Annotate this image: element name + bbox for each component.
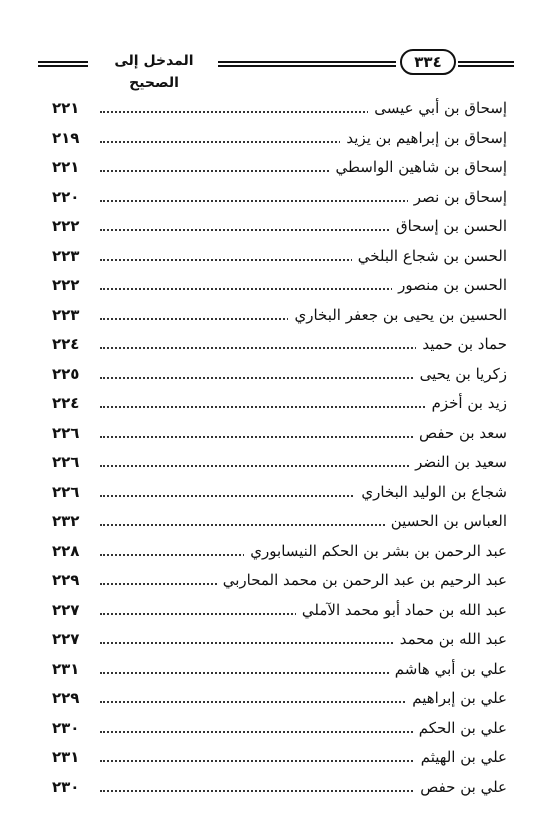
index-entry (0, 507, 547, 537)
index-entry (0, 566, 547, 596)
index-entry (0, 242, 547, 272)
entry-page-number: ٢٢٤ (52, 394, 80, 412)
entry-name: عبد الله بن حماد أبو محمد الآملي (296, 598, 507, 622)
entry-name: الحسن بن شجاع البلخي (352, 244, 507, 268)
entry-name: سعيد بن النضر (409, 450, 507, 474)
index-entry (0, 183, 547, 213)
index-entries (0, 94, 547, 802)
entry-page-number: ٢٢٤ (52, 335, 80, 353)
entry-name: حماد بن حميد (416, 332, 507, 356)
entry-name: سعد بن حفص (413, 421, 507, 445)
running-title: المدخل إلى الصحيح (114, 53, 194, 91)
entry-name: إسحاق بن شاهين الواسطي (329, 155, 507, 179)
entry-page-number: ٢٢٢ (52, 217, 80, 235)
index-entry (0, 330, 547, 360)
index-entry (0, 655, 547, 685)
index-entry (0, 714, 547, 744)
index-entry (0, 448, 547, 478)
index-entry (0, 271, 547, 301)
entry-page-number: ٢٢٦ (52, 423, 80, 442)
entry-name: علي بن الهيثم (415, 745, 507, 769)
entry-page-number: ٢٣٠ (52, 718, 80, 737)
header-rule-right (458, 61, 514, 67)
header-rule-left (38, 61, 88, 67)
entry-page-number: ٢٢١ (52, 158, 80, 176)
index-entry (0, 625, 547, 655)
page-number: ٣٣٤ (400, 49, 456, 75)
entry-page-number: ٢٢١ (52, 99, 80, 117)
entry-name: عبد الرحيم بن عبد الرحمن بن محمد المحاربي (217, 568, 507, 592)
header-rule-middle (218, 61, 396, 67)
entry-page-number: ٢١٩ (52, 128, 80, 147)
index-entry (0, 389, 547, 419)
index-entry (0, 684, 547, 714)
entry-page-number: ٢٢٧ (52, 600, 80, 619)
index-entry (0, 153, 547, 183)
entry-name: عبد الله بن محمد (394, 627, 507, 651)
entry-name: العباس بن الحسين (385, 509, 507, 533)
entry-name: إسحاق بن نصر (408, 185, 507, 209)
entry-page-number: ٢٢٦ (52, 482, 80, 501)
entry-name: علي بن حفص (414, 775, 507, 799)
entry-name: إسحاق بن أبي عيسى (368, 96, 507, 120)
entry-name: علي بن أبي هاشم (389, 657, 507, 681)
entry-page-number: ٢٢٣ (52, 246, 80, 265)
entry-name: زكريا بن يحيى (414, 362, 507, 386)
entry-page-number: ٢٣٠ (52, 777, 80, 796)
entry-page-number: ٢٢٢ (52, 276, 80, 294)
running-header (0, 0, 547, 91)
entry-name: علي بن إبراهيم (406, 686, 507, 710)
index-entry (0, 212, 547, 242)
entry-page-number: ٢٣١ (52, 659, 80, 678)
entry-page-number: ٢٢٩ (52, 571, 80, 589)
entry-name: الحسين بن يحيى بن جعفر البخاري (288, 303, 507, 327)
index-entry (0, 596, 547, 626)
entry-name: إسحاق بن إبراهيم بن يزيد (340, 126, 507, 150)
entry-page-number: ٢٢٧ (52, 630, 80, 648)
index-entry (0, 478, 547, 508)
entry-page-number: ٢٣٢ (52, 512, 80, 530)
entry-page-number: ٢٢٣ (52, 305, 80, 324)
index-entry (0, 537, 547, 567)
entry-page-number: ٢٢٠ (52, 187, 80, 206)
entry-name: عبد الرحمن بن بشر بن الحكم النيسابوري (244, 539, 507, 563)
entry-name: علي بن الحكم (413, 716, 507, 740)
index-entry (0, 773, 547, 803)
entry-name: الحسن بن منصور (392, 273, 507, 297)
index-entry (0, 301, 547, 331)
index-entry (0, 743, 547, 773)
index-entry (0, 419, 547, 449)
index-entry (0, 124, 547, 154)
entry-name: شجاع بن الوليد البخاري (355, 480, 507, 504)
index-entry (0, 94, 547, 124)
entry-page-number: ٢٣١ (52, 748, 80, 766)
entry-page-number: ٢٢٥ (52, 364, 80, 383)
entry-name: الحسن بن إسحاق (390, 214, 507, 238)
entry-page-number: ٢٢٦ (52, 453, 80, 471)
entry-page-number: ٢٢٨ (52, 541, 80, 560)
entry-page-number: ٢٢٩ (52, 689, 80, 707)
index-entry (0, 360, 547, 390)
entry-name: زيد بن أخزم (426, 391, 507, 415)
